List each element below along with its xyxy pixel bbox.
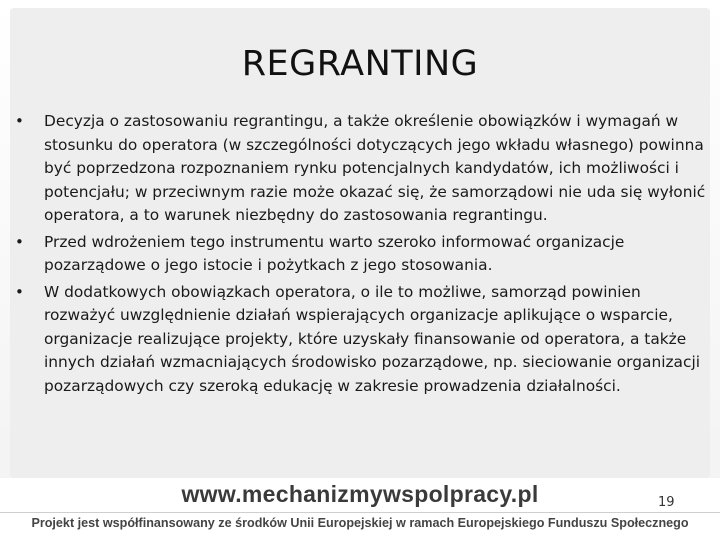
slide-title: REGRANTING <box>241 44 479 84</box>
footer-divider <box>0 512 720 513</box>
bullet-dot-icon: • <box>15 232 24 251</box>
bullet-dot-icon: • <box>15 282 24 301</box>
page-number: 19 <box>658 495 675 510</box>
bullet-text: Przed wdrożeniem tego instrumentu warto szeroko informować organizacje pozarządowe o jego istocie i pożytkach z jego stosowania. <box>44 232 625 274</box>
bullet-item <box>14 110 714 228</box>
bullet-dot-icon: • <box>15 112 24 130</box>
bullet-item <box>14 231 714 278</box>
bullet-list <box>14 110 714 401</box>
website-link[interactable]: www.mechanizmywspolpracy.pl <box>181 481 539 507</box>
bullet-text: W dodatkowych obowiązkach operatora, o ile to możliwe, samorząd powinien rozważyć uwzględnienie działań wspierających organizacje aplikujące o wsparcie, organizacje realizujące projekty, które uzyskały finansowanie od operatora, a także innych działań wzmacniających środowisko pozarządowe, np. sieciowanie organizacji pozarządowych czy szeroką edukację w zakresie prowadzenia działalności. <box>44 282 700 395</box>
bullet-item <box>14 281 714 399</box>
funding-note: Projekt jest współfinansowany ze środków Unii Europejskiej w ramach Europejskiego Funduszu Społecznego <box>31 516 689 530</box>
bullet-text: Decyzja o zastosowaniu regrantingu, a także określenie obowiązków i wymagań w stosunku do operatora (w szczególności dotyczących jego wkładu własnego) powinna być poprzedzona rozpoznaniem rynku potencjalnych kandydatów, ich możliwości i potencjału; w przeciwnym razie może okazać się, że samorządowi nie uda się wyłonić operatora, a to warunek niezbędny do zastosowania regrantingu. <box>44 112 706 224</box>
